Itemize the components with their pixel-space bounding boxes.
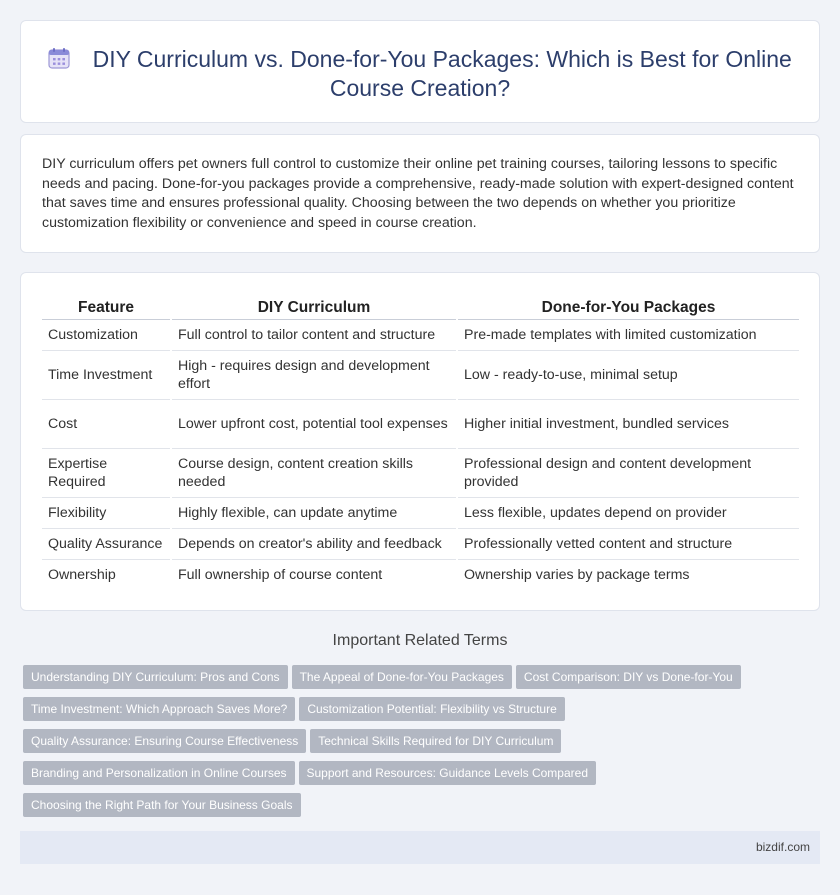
footer — [20, 831, 820, 864]
dfy-cell: Less flexible, updates depend on provider — [457, 498, 799, 529]
table-row — [42, 498, 799, 529]
diy-cell: Highly flexible, can update anytime — [171, 498, 457, 529]
column-header-feature: Feature — [42, 295, 171, 320]
related-term-tag[interactable]: Support and Resources: Guidance Levels Compared — [299, 761, 597, 785]
related-term-tag[interactable]: Technical Skills Required for DIY Curriculum — [310, 729, 561, 753]
related-term-tag[interactable]: Branding and Personalization in Online Courses — [23, 761, 295, 785]
table-row — [42, 560, 799, 591]
intro-card — [20, 134, 820, 253]
dfy-cell: Professional design and content development provided — [457, 449, 799, 498]
column-header-dfy: Done-for-You Packages — [457, 295, 799, 320]
related-term-tag[interactable]: Quality Assurance: Ensuring Course Effectiveness — [23, 729, 306, 753]
page-title — [21, 45, 819, 103]
feature-cell: Flexibility — [42, 498, 171, 529]
feature-cell: Time Investment — [42, 351, 171, 400]
dfy-cell: Professionally vetted content and structure — [457, 529, 799, 560]
column-header-diy: DIY Curriculum — [171, 295, 457, 320]
table-row — [42, 529, 799, 560]
diy-cell: High - requires design and development effort — [171, 351, 457, 400]
diy-cell: Lower upfront cost, potential tool expenses — [171, 400, 457, 449]
dfy-cell: Pre-made templates with limited customization — [457, 320, 799, 351]
related-term-tag[interactable]: Customization Potential: Flexibility vs Structure — [299, 697, 564, 721]
related-term-tag[interactable]: Cost Comparison: DIY vs Done-for-You — [516, 665, 741, 689]
dfy-cell: Higher initial investment, bundled services — [457, 400, 799, 449]
diy-cell: Full control to tailor content and structure — [171, 320, 457, 351]
table-row — [42, 400, 799, 449]
feature-cell: Cost — [42, 400, 171, 449]
feature-cell: Quality Assurance — [42, 529, 171, 560]
diy-cell: Depends on creator's ability and feedback — [171, 529, 457, 560]
feature-cell: Expertise Required — [42, 449, 171, 498]
intro-paragraph: DIY curriculum offers pet owners full control to customize their online pet training courses, tailoring lessons to specific needs and pacing. Done-for-you packages provide a comprehensive, ready-made solution with expert-designed content that saves time and ensures professional quality. Choosing between the two depends on whether you prioritize customization flexibility or convenience and speed in course creation. — [42, 156, 794, 231]
related-term-tag[interactable]: Time Investment: Which Approach Saves More? — [23, 697, 295, 721]
related-term-tag[interactable]: Choosing the Right Path for Your Business Goals — [23, 793, 301, 817]
footer-site-link[interactable]: bizdif.com — [755, 840, 810, 854]
table-row — [42, 351, 799, 400]
table-row — [42, 320, 799, 351]
comparison-table — [42, 295, 799, 591]
calendar-icon — [48, 46, 92, 72]
related-term-tag[interactable]: Understanding DIY Curriculum: Pros and Cons — [23, 665, 288, 689]
page-title-text: DIY Curriculum vs. Done-for-You Packages: Which is Best for Online Course Creation? — [92, 46, 792, 101]
dfy-cell: Low - ready-to-use, minimal setup — [457, 351, 799, 400]
feature-cell: Customization — [42, 320, 171, 351]
related-term-tag[interactable]: The Appeal of Done-for-You Packages — [292, 665, 512, 689]
related-terms-list — [23, 665, 783, 825]
table-header-row — [42, 295, 799, 320]
diy-cell: Full ownership of course content — [171, 560, 457, 591]
comparison-card — [20, 272, 820, 611]
feature-cell: Ownership — [48, 567, 116, 584]
diy-cell: Course design, content creation skills needed — [171, 449, 457, 498]
dfy-cell: Ownership varies by package terms — [457, 560, 799, 591]
related-terms-heading: Important Related Terms — [332, 632, 508, 649]
table-row — [42, 449, 799, 498]
title-card — [20, 20, 820, 123]
